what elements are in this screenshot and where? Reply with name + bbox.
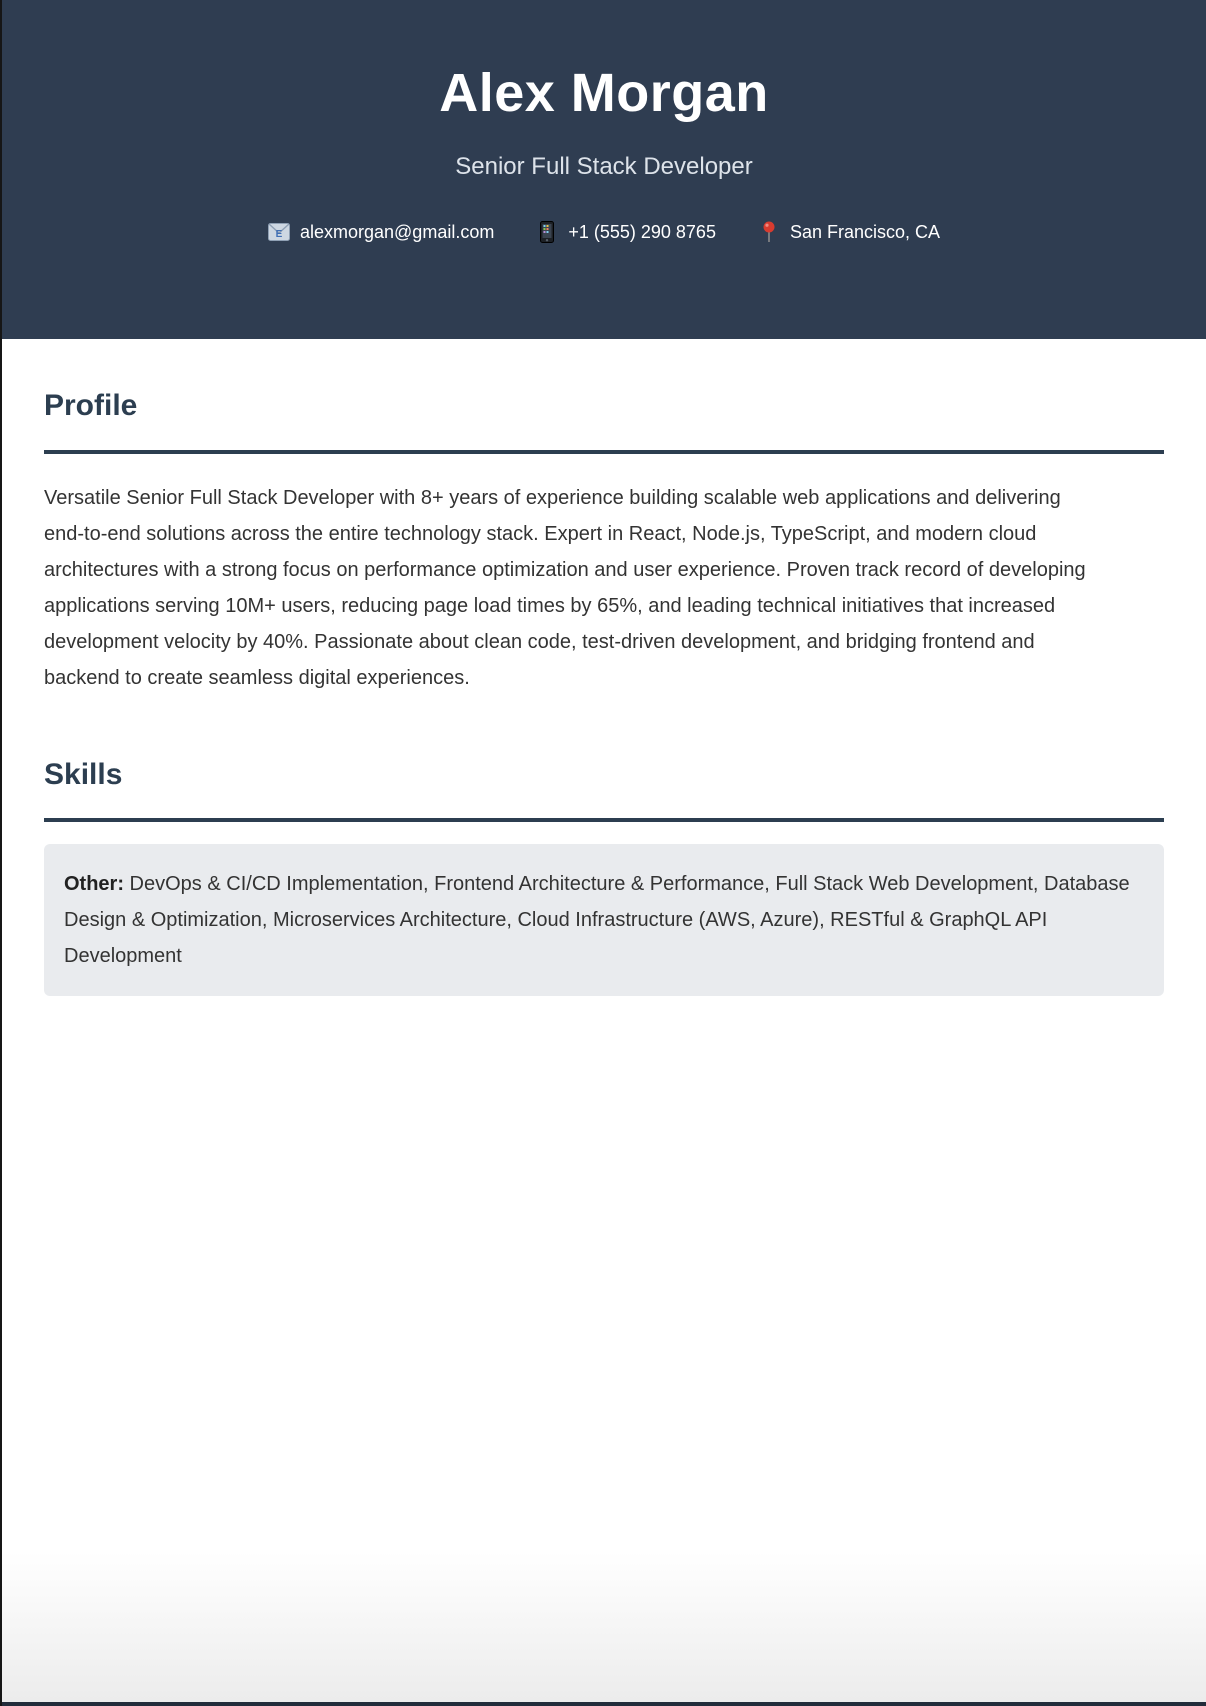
resume-header bbox=[2, 0, 1206, 339]
person-name: Alex Morgan bbox=[439, 63, 769, 123]
skills-section-heading: Skills bbox=[44, 757, 123, 791]
contact-location-text: San Francisco, CA bbox=[789, 221, 941, 242]
resume-body bbox=[2, 389, 1206, 996]
skills-box bbox=[44, 844, 1164, 996]
job-title: Senior Full Stack Developer bbox=[455, 153, 753, 181]
page-bottom-fade bbox=[2, 1552, 1206, 1702]
contact-email bbox=[268, 221, 494, 243]
location-icon bbox=[758, 221, 780, 243]
profile-section-rule bbox=[44, 450, 1164, 454]
contact-location bbox=[758, 221, 940, 243]
email-icon bbox=[268, 221, 290, 243]
contact-email-text: alexmorgan@gmail.com bbox=[299, 221, 495, 242]
contact-phone bbox=[536, 221, 716, 243]
profile-summary-text: Versatile Senior Full Stack Developer with 8+ years of experience building scalable web applications and delivering end-to-end solutions across the entire technology stack. Expert in React, Node.js, TypeScript, and modern cloud architectures with a strong focus on performance optimization and user experience. Proven track record of developing applications serving 10M+ users, reducing page load times by 65%, and leading technical initiatives that increased development velocity by 40%. Passionate about clean code, test-driven development, and bridging frontend and backend to create seamless digital experiences. bbox=[44, 486, 1086, 689]
contact-phone-text: +1 (555) 290 8765 bbox=[568, 221, 716, 242]
skills-section-rule bbox=[44, 818, 1164, 822]
skills-list-text: DevOps & CI/CD Implementation, Frontend Architecture & Performance, Full Stack Web Development, Database Design & Optimization, Microservices Architecture, Cloud Infrastructure (AWS, Azure), RESTful & GraphQL API Development bbox=[64, 873, 1130, 967]
skills-category-label: Other: bbox=[64, 873, 124, 895]
phone-icon bbox=[536, 221, 558, 243]
profile-section-heading: Profile bbox=[44, 389, 138, 422]
svg-text:E: E bbox=[275, 229, 283, 241]
contact-row bbox=[2, 221, 1206, 243]
page-bottom-strip bbox=[2, 1702, 1206, 1706]
